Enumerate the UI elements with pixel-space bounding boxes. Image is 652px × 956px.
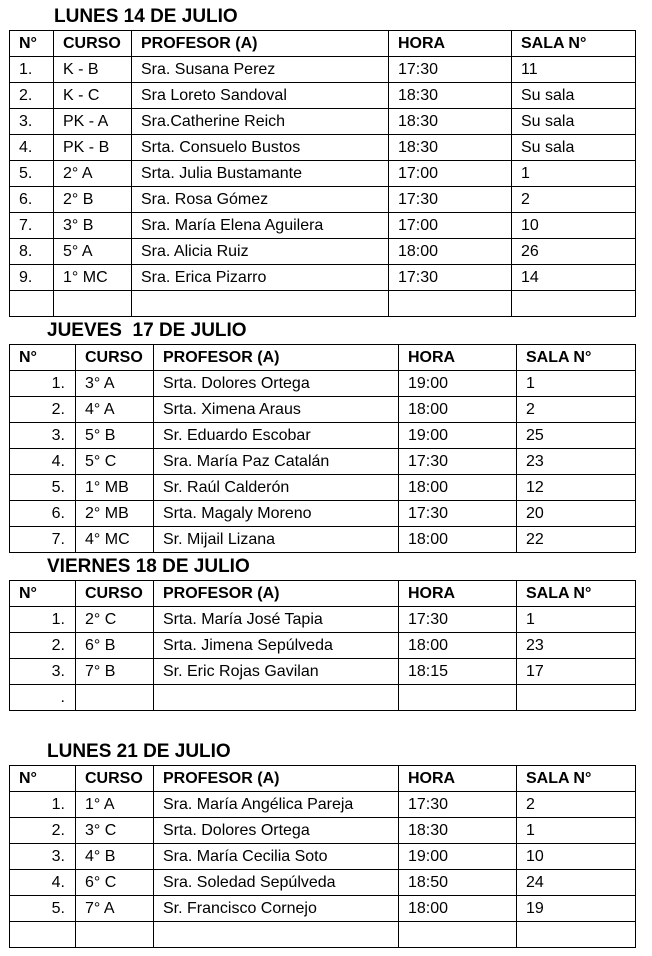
cell-sala: 2 — [517, 397, 636, 423]
cell-profesor: Sr. Eduardo Escobar — [154, 423, 399, 449]
cell-profesor — [132, 291, 389, 317]
cell-sala: 10 — [512, 213, 636, 239]
cell-n: 2. — [10, 397, 76, 423]
cell-profesor: Srta. Dolores Ortega — [154, 818, 399, 844]
cell-n: 8. — [10, 239, 54, 265]
cell-curso: 7° B — [76, 659, 154, 685]
cell-hora: 18:15 — [399, 659, 517, 685]
header-profesor: PROFESOR (A) — [132, 31, 389, 57]
cell-hora: 18:00 — [399, 633, 517, 659]
cell-n: 3. — [10, 844, 76, 870]
cell-curso: 6° C — [76, 870, 154, 896]
section-title: LUNES 21 DE JULIO — [47, 741, 231, 762]
header-n: N° — [10, 31, 54, 57]
cell-sala: 26 — [512, 239, 636, 265]
cell-curso: 3° C — [76, 818, 154, 844]
cell-curso: 6° B — [76, 633, 154, 659]
cell-curso: 5° C — [76, 449, 154, 475]
table-row — [10, 792, 636, 818]
table-row — [10, 659, 636, 685]
cell-sala — [512, 291, 636, 317]
cell-n: 1. — [10, 57, 54, 83]
cell-sala: 1 — [517, 371, 636, 397]
cell-profesor: Sra. María Angélica Pareja — [154, 792, 399, 818]
cell-curso: 3° B — [54, 213, 132, 239]
cell-curso: K - B — [54, 57, 132, 83]
cell-n — [10, 291, 54, 317]
table-row — [10, 501, 636, 527]
cell-n: 4. — [10, 449, 76, 475]
schedule-table — [9, 580, 636, 711]
cell-hora: 17:30 — [399, 501, 517, 527]
table-row — [10, 161, 636, 187]
cell-hora: 18:00 — [389, 239, 512, 265]
cell-profesor: Sra. Soledad Sepúlveda — [154, 870, 399, 896]
cell-hora: 17:30 — [389, 265, 512, 291]
cell-hora: 18:00 — [399, 475, 517, 501]
cell-n: 3. — [10, 423, 76, 449]
table-row — [10, 397, 636, 423]
cell-sala: 19 — [517, 896, 636, 922]
cell-n: 4. — [10, 135, 54, 161]
cell-sala: 1 — [512, 161, 636, 187]
cell-curso: 3° A — [76, 371, 154, 397]
cell-profesor: Sra Loreto Sandoval — [132, 83, 389, 109]
table-header-row — [10, 31, 636, 57]
cell-profesor: Sra. María Paz Catalán — [154, 449, 399, 475]
table-row — [10, 265, 636, 291]
cell-n: 7. — [10, 527, 76, 553]
cell-sala: Su sala — [512, 135, 636, 161]
cell-n: 6. — [10, 501, 76, 527]
table-row — [10, 187, 636, 213]
header-n: N° — [10, 766, 76, 792]
table-row — [10, 57, 636, 83]
table-header-row — [10, 345, 636, 371]
cell-curso — [76, 685, 154, 711]
table-row — [10, 291, 636, 317]
cell-sala — [517, 685, 636, 711]
cell-n: 5. — [10, 475, 76, 501]
cell-profesor: Sr. Raúl Calderón — [154, 475, 399, 501]
cell-sala — [517, 922, 636, 948]
cell-hora: 19:00 — [399, 423, 517, 449]
cell-sala: 24 — [517, 870, 636, 896]
cell-curso — [76, 922, 154, 948]
cell-hora: 17:30 — [399, 449, 517, 475]
cell-curso: 2° MB — [76, 501, 154, 527]
cell-curso: 4° B — [76, 844, 154, 870]
table-row — [10, 109, 636, 135]
table-row — [10, 423, 636, 449]
cell-n: 1. — [10, 371, 76, 397]
cell-hora: 18:00 — [399, 527, 517, 553]
cell-hora: 18:30 — [389, 109, 512, 135]
cell-hora: 17:00 — [389, 161, 512, 187]
cell-n: 6. — [10, 187, 54, 213]
header-sala: SALA N° — [517, 345, 636, 371]
cell-hora: 18:30 — [389, 83, 512, 109]
cell-curso: PK - B — [54, 135, 132, 161]
cell-sala: Su sala — [512, 109, 636, 135]
cell-hora: 19:00 — [399, 844, 517, 870]
cell-sala: 17 — [517, 659, 636, 685]
header-sala: SALA N° — [512, 31, 636, 57]
cell-n: 3. — [10, 659, 76, 685]
header-hora: HORA — [389, 31, 512, 57]
table-row — [10, 213, 636, 239]
table-row — [10, 475, 636, 501]
header-sala: SALA N° — [517, 581, 636, 607]
header-hora: HORA — [399, 766, 517, 792]
table-header-row — [10, 581, 636, 607]
cell-sala: Su sala — [512, 83, 636, 109]
cell-sala: 1 — [517, 607, 636, 633]
cell-profesor: Sra. María Cecilia Soto — [154, 844, 399, 870]
cell-sala: 23 — [517, 633, 636, 659]
cell-curso: 1° MC — [54, 265, 132, 291]
cell-curso: 5° B — [76, 423, 154, 449]
cell-n: 2. — [10, 83, 54, 109]
cell-profesor — [154, 685, 399, 711]
header-hora: HORA — [399, 581, 517, 607]
cell-sala: 23 — [517, 449, 636, 475]
cell-curso: 5° A — [54, 239, 132, 265]
cell-curso: 1° MB — [76, 475, 154, 501]
header-curso: CURSO — [76, 766, 154, 792]
cell-n: 3. — [10, 109, 54, 135]
cell-sala: 12 — [517, 475, 636, 501]
cell-profesor: Sra. Erica Pizarro — [132, 265, 389, 291]
cell-sala: 14 — [512, 265, 636, 291]
table-row — [10, 607, 636, 633]
cell-n: 7. — [10, 213, 54, 239]
cell-n: 2. — [10, 633, 76, 659]
cell-curso: 2° B — [54, 187, 132, 213]
cell-profesor: Sra. Alicia Ruiz — [132, 239, 389, 265]
cell-n: . — [10, 685, 76, 711]
cell-curso: 4° A — [76, 397, 154, 423]
cell-sala: 22 — [517, 527, 636, 553]
cell-hora: 17:00 — [389, 213, 512, 239]
section-title: LUNES 14 DE JULIO — [54, 6, 238, 27]
table-row — [10, 527, 636, 553]
table-row — [10, 870, 636, 896]
cell-n: 9. — [10, 265, 54, 291]
cell-sala: 1 — [517, 818, 636, 844]
header-hora: HORA — [399, 345, 517, 371]
cell-hora: 18:00 — [399, 397, 517, 423]
cell-sala: 11 — [512, 57, 636, 83]
table-row — [10, 818, 636, 844]
header-profesor: PROFESOR (A) — [154, 345, 399, 371]
cell-hora: 18:30 — [389, 135, 512, 161]
cell-hora: 17:30 — [399, 792, 517, 818]
cell-sala: 2 — [517, 792, 636, 818]
table-row — [10, 844, 636, 870]
cell-hora: 18:30 — [399, 818, 517, 844]
header-curso: CURSO — [76, 581, 154, 607]
cell-profesor: Srta. Consuelo Bustos — [132, 135, 389, 161]
cell-n: 5. — [10, 161, 54, 187]
header-profesor: PROFESOR (A) — [154, 766, 399, 792]
header-n: N° — [10, 345, 76, 371]
cell-n: 4. — [10, 870, 76, 896]
cell-hora — [399, 685, 517, 711]
cell-profesor: Srta. Ximena Araus — [154, 397, 399, 423]
cell-profesor: Sra. Susana Perez — [132, 57, 389, 83]
cell-n: 2. — [10, 818, 76, 844]
cell-profesor: Sr. Francisco Cornejo — [154, 896, 399, 922]
cell-curso: 2° A — [54, 161, 132, 187]
cell-hora: 17:30 — [399, 607, 517, 633]
cell-profesor: Sra. Rosa Gómez — [132, 187, 389, 213]
table-row — [10, 135, 636, 161]
header-sala: SALA N° — [517, 766, 636, 792]
cell-profesor: Sr. Eric Rojas Gavilan — [154, 659, 399, 685]
cell-profesor: Srta. Magaly Moreno — [154, 501, 399, 527]
cell-curso: K - C — [54, 83, 132, 109]
cell-hora: 18:50 — [399, 870, 517, 896]
schedule-table — [9, 30, 636, 317]
cell-sala: 20 — [517, 501, 636, 527]
cell-curso: 1° A — [76, 792, 154, 818]
cell-sala: 2 — [512, 187, 636, 213]
table-row — [10, 896, 636, 922]
table-row — [10, 371, 636, 397]
cell-curso: 7° A — [76, 896, 154, 922]
schedule-table — [9, 765, 636, 948]
cell-profesor: Srta. Julia Bustamante — [132, 161, 389, 187]
cell-profesor: Sra.Catherine Reich — [132, 109, 389, 135]
cell-hora: 17:30 — [389, 57, 512, 83]
table-header-row — [10, 766, 636, 792]
table-row — [10, 239, 636, 265]
cell-profesor: Srta. María José Tapia — [154, 607, 399, 633]
cell-hora: 19:00 — [399, 371, 517, 397]
cell-hora: 18:00 — [399, 896, 517, 922]
table-row — [10, 633, 636, 659]
header-profesor: PROFESOR (A) — [154, 581, 399, 607]
table-row — [10, 449, 636, 475]
cell-sala: 25 — [517, 423, 636, 449]
header-curso: CURSO — [54, 31, 132, 57]
cell-curso — [54, 291, 132, 317]
cell-hora — [399, 922, 517, 948]
cell-n: 5. — [10, 896, 76, 922]
header-n: N° — [10, 581, 76, 607]
cell-profesor: Srta. Dolores Ortega — [154, 371, 399, 397]
cell-n — [10, 922, 76, 948]
header-curso: CURSO — [76, 345, 154, 371]
cell-profesor: Sra. María Elena Aguilera — [132, 213, 389, 239]
section-title: VIERNES 18 DE JULIO — [47, 556, 250, 577]
cell-hora: 17:30 — [389, 187, 512, 213]
cell-profesor: Srta. Jimena Sepúlveda — [154, 633, 399, 659]
cell-hora — [389, 291, 512, 317]
cell-profesor — [154, 922, 399, 948]
section-title: JUEVES 17 DE JULIO — [47, 320, 247, 341]
cell-profesor: Sr. Mijail Lizana — [154, 527, 399, 553]
cell-n: 1. — [10, 607, 76, 633]
schedule-table — [9, 344, 636, 553]
cell-sala: 10 — [517, 844, 636, 870]
table-row — [10, 685, 636, 711]
cell-curso: 2° C — [76, 607, 154, 633]
cell-curso: 4° MC — [76, 527, 154, 553]
cell-n: 1. — [10, 792, 76, 818]
cell-curso: PK - A — [54, 109, 132, 135]
table-row — [10, 922, 636, 948]
table-row — [10, 83, 636, 109]
